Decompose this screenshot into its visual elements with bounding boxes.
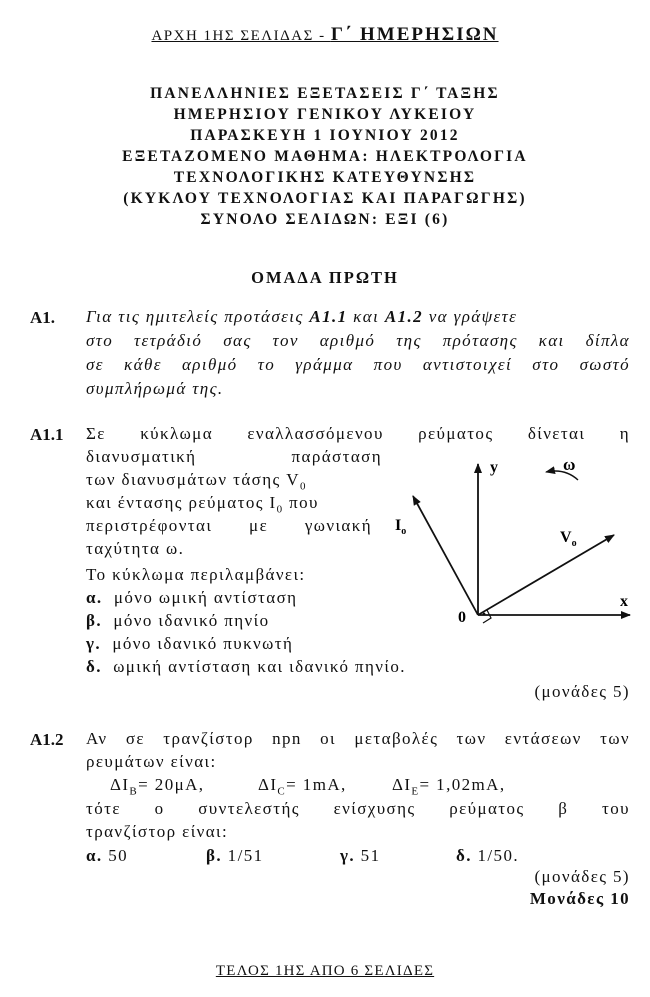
a11-voltage-sub: 0 [299, 480, 307, 493]
origin-label: 0 [458, 609, 466, 626]
exam-header-line-3: ΠΑΡΑΣΚΕΥΗ 1 ΙΟΥΝΙΟΥ 2012 [190, 127, 460, 144]
exam-header-line-1: ΠΑΝΕΛΛΗΝΙΕΣ ΕΞΕΤΑΣΕΙΣ Γ΄ ΤΑΞΗΣ [150, 85, 500, 102]
question-a1-line-4: συμπλήρωμά της. [86, 379, 224, 398]
current-phasor [413, 496, 478, 615]
page-footer: ΤΕΛΟΣ 1ΗΣ ΑΠΟ 6 ΣΕΛΙΔΕΣ [215, 963, 435, 979]
phasor-diagram [380, 450, 640, 630]
question-a11-line-7: Το κύκλωμα περιλαμβάνει: [86, 565, 306, 584]
question-a1-line-3: σε κάθε αριθμό το γράμμα που αντιστοιχεί στο σωστό [86, 355, 630, 374]
voltage-label: $V_o$ [560, 529, 577, 549]
question-a11-line-5: περιστρέφονται με γωνιακή [86, 516, 372, 535]
omega-label: ω [563, 455, 576, 474]
question-a1-label: Α1. [30, 308, 56, 327]
voltage-phasor [478, 535, 614, 615]
a11-voltage-text: των διανυσμάτων τάσης V [86, 470, 300, 489]
y-axis-label: y [490, 459, 498, 476]
delta-ib [110, 775, 204, 797]
delta-ie-prefix: ΔΙ [392, 775, 412, 794]
question-a12-line-2: ρευμάτων είναι: [86, 752, 217, 771]
a1-text-c: να γράψετε [423, 307, 518, 326]
question-a1-line-2: στο τετράδιό σας τον αριθμό της πρότασης και δίπλα [86, 331, 630, 350]
a1-ref-2: Α1.2 [384, 307, 424, 326]
question-a11-line-6: ταχύτητα ω. [86, 539, 185, 558]
question-a11-line-3 [86, 470, 307, 492]
exam-header-line-6: (ΚΥΚΛΟΥ ΤΕΧΝΟΛΟΓΙΑΣ ΚΑΙ ΠΑΡΑΓΩΓΗΣ) [123, 190, 527, 207]
a11-option-c [86, 634, 293, 654]
a1-text-b: και [347, 307, 385, 326]
a12-marks: (μονάδες 5) [534, 867, 630, 886]
delta-ib-sub: B [129, 785, 139, 798]
delta-ic [258, 775, 347, 797]
a11-option-b [86, 611, 270, 631]
delta-ib-prefix: ΔΙ [110, 775, 130, 794]
option-text: 51 [360, 846, 381, 865]
question-a11-line-1: Σε κύκλωμα εναλλασσόμενου ρεύματος δίνεται η [86, 424, 630, 443]
delta-ic-prefix: ΔΙ [258, 775, 278, 794]
question-a11-line-2: διανυσματική παράσταση [86, 447, 382, 466]
a12-option-b [206, 846, 264, 866]
option-text: ωμική αντίσταση και ιδανικό πηνίο. [113, 657, 406, 676]
a1-total-marks: Μονάδες 10 [529, 889, 630, 908]
current-label: $I_o$ [395, 517, 407, 537]
option-label: γ. [340, 846, 356, 865]
question-a11-line-4 [86, 493, 319, 515]
a11-current-tail: που [283, 493, 319, 512]
option-label: β. [86, 611, 103, 630]
a1-ref-1: Α1.1 [309, 307, 348, 326]
option-text: 1/51 [227, 846, 264, 865]
delta-ic-value: = 1mA, [286, 775, 347, 794]
section-title: ΟΜΑΔΑ ΠΡΩΤΗ [251, 268, 399, 287]
question-a12-line-4: τότε ο συντελεστής ενίσχυσης ρεύματος β του [86, 799, 630, 818]
page-header [0, 24, 650, 46]
option-text: μόνο ιδανικό πηνίο [113, 611, 270, 630]
option-label: δ. [86, 657, 102, 676]
option-label: γ. [86, 634, 102, 653]
x-axis-label: x [620, 593, 628, 610]
page-header-emphasis: Γ΄ ΗΜΕΡΗΣΙΩΝ [330, 24, 499, 45]
question-a12-line-5: τρανζίστορ είναι: [86, 822, 229, 841]
option-label: α. [86, 588, 103, 607]
delta-ic-sub: C [277, 785, 287, 798]
a12-option-d [456, 846, 519, 866]
a12-option-c [340, 846, 380, 866]
delta-ie-sub: E [411, 785, 420, 798]
a1-text-a: Για τις ημιτελείς προτάσεις [86, 307, 310, 326]
question-a12-label: Α1.2 [30, 730, 64, 749]
a11-current-sub: 0 [276, 503, 284, 516]
a12-option-a [86, 846, 128, 866]
option-text: μόνο ωμική αντίσταση [113, 588, 298, 607]
exam-header-line-4: ΕΞΕΤΑΖΟΜΕΝΟ ΜΑΘΗΜΑ: ΗΛΕΚΤΡΟΛΟΓΙΑ [122, 148, 528, 165]
exam-header-line-5: ΤΕΧΝΟΛΟΓΙΚΗΣ ΚΑΤΕΥΘΥΝΣΗΣ [173, 169, 477, 186]
a11-marks: (μονάδες 5) [534, 682, 630, 701]
option-label: α. [86, 846, 103, 865]
option-text: μόνο ιδανικό πυκνωτή [112, 634, 294, 653]
a11-option-d [86, 657, 406, 677]
delta-ib-value: = 20μΑ, [138, 775, 205, 794]
option-text: 50 [108, 846, 129, 865]
exam-header-line-7: ΣΥΝΟΛΟ ΣΕΛΙΔΩΝ: ΕΞΙ (6) [200, 211, 450, 228]
page-header-prefix: ΑΡΧΗ 1ΗΣ ΣΕΛΙΔΑΣ - [151, 28, 331, 44]
option-text: 1/50. [477, 846, 520, 865]
option-label: β. [206, 846, 223, 865]
option-label: δ. [456, 846, 472, 865]
question-a11-label: Α1.1 [30, 425, 64, 444]
question-a12-line-1: Αν σε τρανζίστορ npn οι μεταβολές των εντάσεων των [86, 729, 630, 748]
delta-ie [392, 775, 505, 797]
question-a1-line-1 [86, 307, 630, 327]
right-angle-dot [483, 613, 486, 616]
delta-ie-value: = 1,02mA, [419, 775, 506, 794]
a11-option-a [86, 588, 297, 608]
exam-header-line-2: ΗΜΕΡΗΣΙΟΥ ΓΕΝΙΚΟΥ ΛΥΚΕΙΟΥ [173, 106, 477, 123]
a11-current-text: και έντασης ρεύματος Ι [86, 493, 277, 512]
